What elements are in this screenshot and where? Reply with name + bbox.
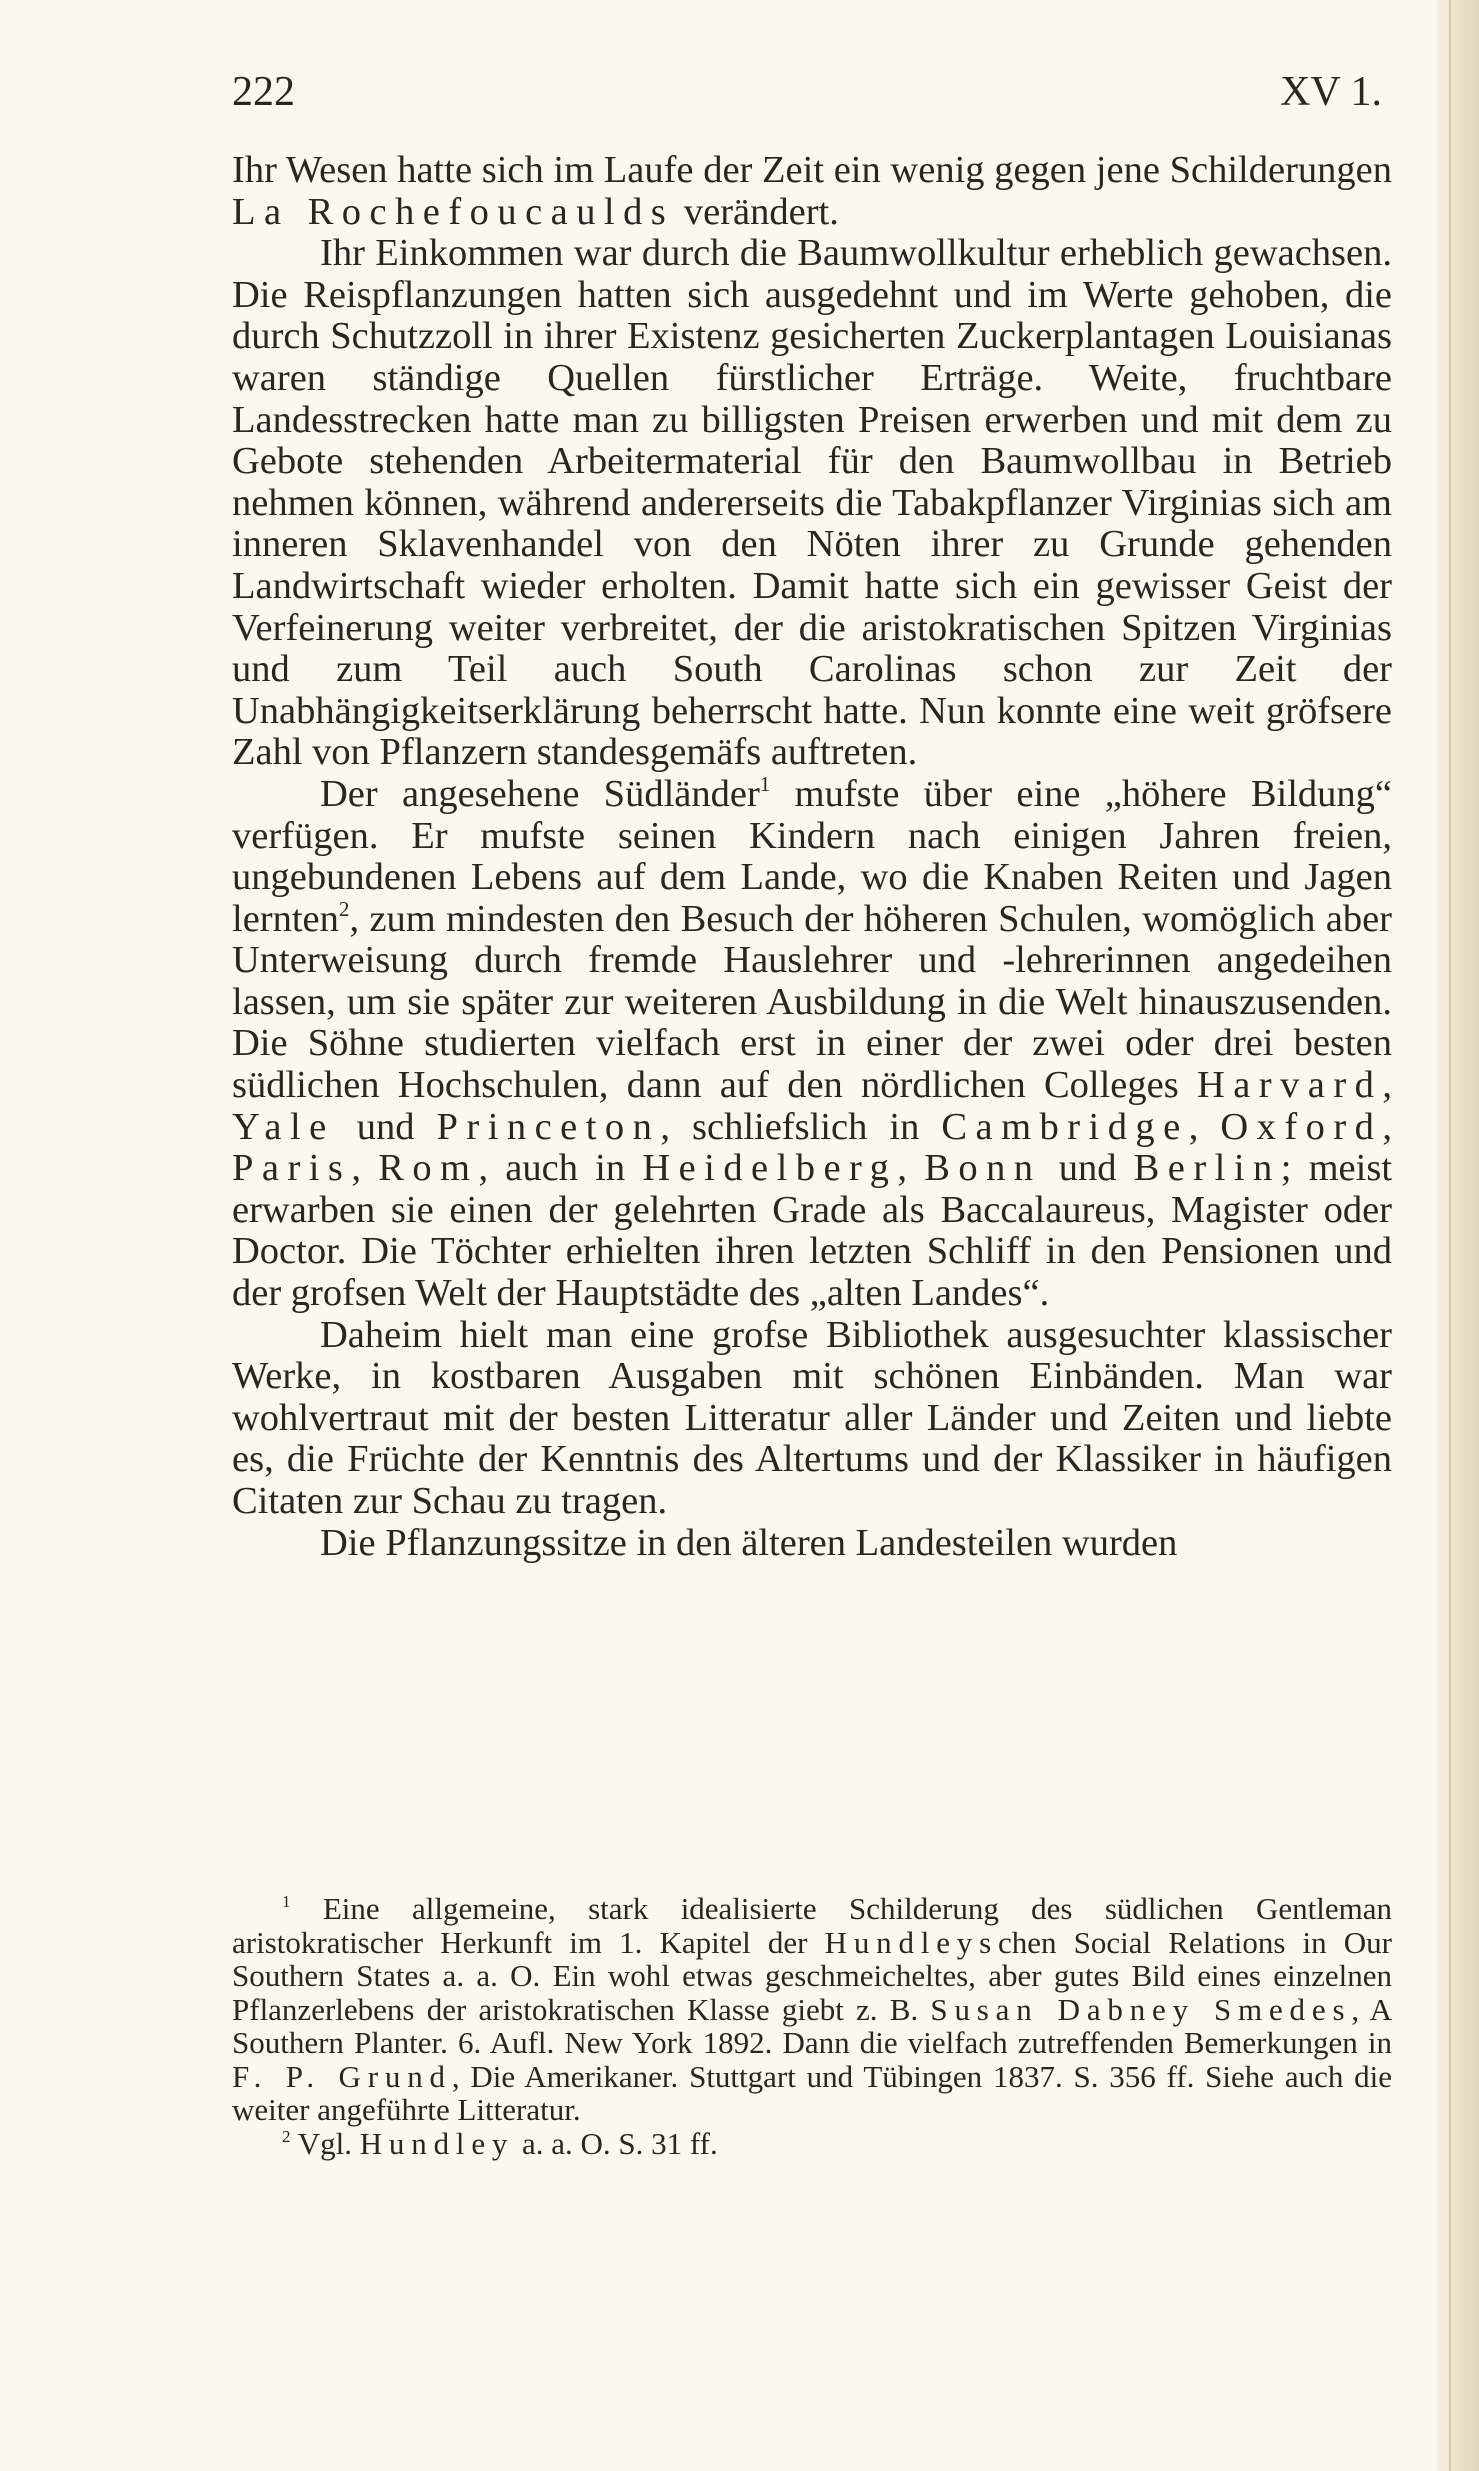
separator: und [1041,1147,1134,1190]
paragraph-4: Daheim hielt man eine grofse Bibliothek ausgesuchter klassischer Werke, in kostbaren Ausgaben mit schönen Einbänden. Man war wohlvertraut mit der besten Litteratur aller Länder und Zeiten und liebte es, die Früchte der Kenntnis des Altertums und der Klassiker in häufigen Citaten zur Schau zu tragen. [232,1313,1392,1522]
footnote-1 [232,1892,1392,2127]
main-text [232,150,1392,1564]
separator: , auch in [478,1147,643,1190]
text-run: ; meist erwarben sie einen der gelehrten Grade als Baccalaureus, Magister oder Doctor. Die Töchter erhielten ihren letzten Schliff in den Pensionen und der grofsen Welt der Hauptstädte des „alten Landes“. [232,1147,1393,1315]
text-run: , schliefslich in [660,1105,942,1148]
text-run: a. a. O. S. 31 ff. [514,2125,718,2161]
text-run: , zum mindesten den Besuch der höheren Schulen, womöglich aber Unterweisung durch fremde Hauslehrer und -lehrerinnen angedeihen lassen, um sie später zur weiteren Ausbildung in die Welt hinauszusenden. Die Söhne studierten vielfach erst in einer der zwei oder drei besten südlichen Hochschulen, dann auf den nördlichen Colleges [232,897,1392,1107]
footnote-ref-1[interactable]: 1 [759,772,771,797]
college-name: Yale [232,1105,335,1148]
city-name: Berlin [1133,1147,1281,1190]
page-number: 222 [232,69,295,115]
paragraph-1 [232,150,1392,233]
city-name: Bonn [924,1147,1042,1190]
separator: , [1382,1105,1393,1148]
text-run: , A Southern Planter. 6. Aufl. New York 1892. Dann die vielfach zutreffenden Bemerkungen in [232,1991,1392,2060]
text-run: mufste über eine „höhere Bildung“ verfügen. Er mufste seinen Kindern nach einigen Jahren freien, ungebundenen Lebens auf dem Lande, wo die Knaben Reiten und Jagen lernten [232,772,1392,940]
city-name: Cambridge [941,1105,1189,1148]
text-run: verändert. [674,190,839,233]
separator: , [1382,1064,1392,1107]
text-run: Ihr Wesen hatte sich im Laufe der Zeit ein wenig gegen jene Schilderungen [232,149,1392,191]
page-edge [1437,0,1479,2471]
separator: , [1188,1105,1221,1148]
footnote-ref-2[interactable]: 2 [338,896,350,921]
author-name: Susan Dabney Smedes [930,1991,1352,2027]
author-name: Hundleys [824,1924,999,1960]
text-run: Vgl. [290,2125,360,2161]
person-name: La Rochefoucaulds [232,190,675,233]
text-run: Eine allgemeine, stark idealisierte Schilderung des südlichen Gentleman aristokratischer Herkunft im 1. Kapitel der [232,1891,1392,1960]
college-name: Princeton [436,1105,661,1148]
footnotes [232,1892,1392,2160]
paragraph-5: Die Pflanzungssitze in den älteren Landesteilen wurden [320,1521,1178,1564]
text-run: chen Social Relations in Our Southern States a. a. O. Ein wohl etwas geschmeicheltes, aber gutes Bild eines einzelnen Pflanzerlebens der aristokratischen Klasse giebt z. B. [232,1924,1392,2027]
paragraph-3 [232,774,1392,1315]
city-name: Rom [378,1147,479,1190]
footnote-marker-1: 1 [282,1892,291,1912]
running-head [232,68,1382,128]
city-name: Oxford [1220,1105,1383,1148]
separator: , [351,1147,379,1190]
page-edge-line [1449,0,1451,2471]
city-name: Paris [232,1147,352,1190]
city-name: Heidelberg [642,1147,898,1190]
footnote-marker-2: 2 [282,2126,291,2146]
text-run: , Die Amerikaner. Stuttgart und Tübingen 1837. S. 356 ff. Siehe auch die weiter angeführte Litteratur. [232,2058,1392,2127]
separator: und [334,1105,437,1148]
footnote-2 [232,2127,1392,2161]
college-name: Harvard [1196,1064,1383,1107]
author-name: F. P. Grund [232,2058,452,2094]
text-run: Der angesehene Südländer [320,772,760,815]
chapter-mark: XV 1. [1280,69,1382,115]
author-name: Hundley [359,2125,515,2161]
paragraph-2: Ihr Einkommen war durch die Baumwollkultur erheblich gewachsen. Die Reispflanzungen hatten sich ausgedehnt und im Werte gehoben, die durch Schutzzoll in ihrer Existenz gesicherten Zuckerplantagen Louisianas waren ständige Quellen fürstlicher Erträge. Weite, fruchtbare Landesstrecken hatte man zu billigsten Preisen erwerben und mit dem zu Gebote stehenden Arbeitermaterial für den Baumwollbau in Betrieb nehmen können, während andererseits die Tabakpflanzer Virginias sich am inneren Sklavenhandel von den Nöten ihrer zu Grunde gehenden Landwirtschaft wieder erholten. Damit hatte sich ein gewisser Geist der Verfeinerung weiter verbreitet, der die aristokratischen Spitzen Virginias und zum Teil auch South Carolinas schon zur Zeit der Unabhängigkeitserklärung beherrscht hatte. Nun konnte eine weit gröfsere Zahl von Pflanzern standesgemäfs auftreten. [232,232,1392,774]
separator: , [897,1147,925,1190]
